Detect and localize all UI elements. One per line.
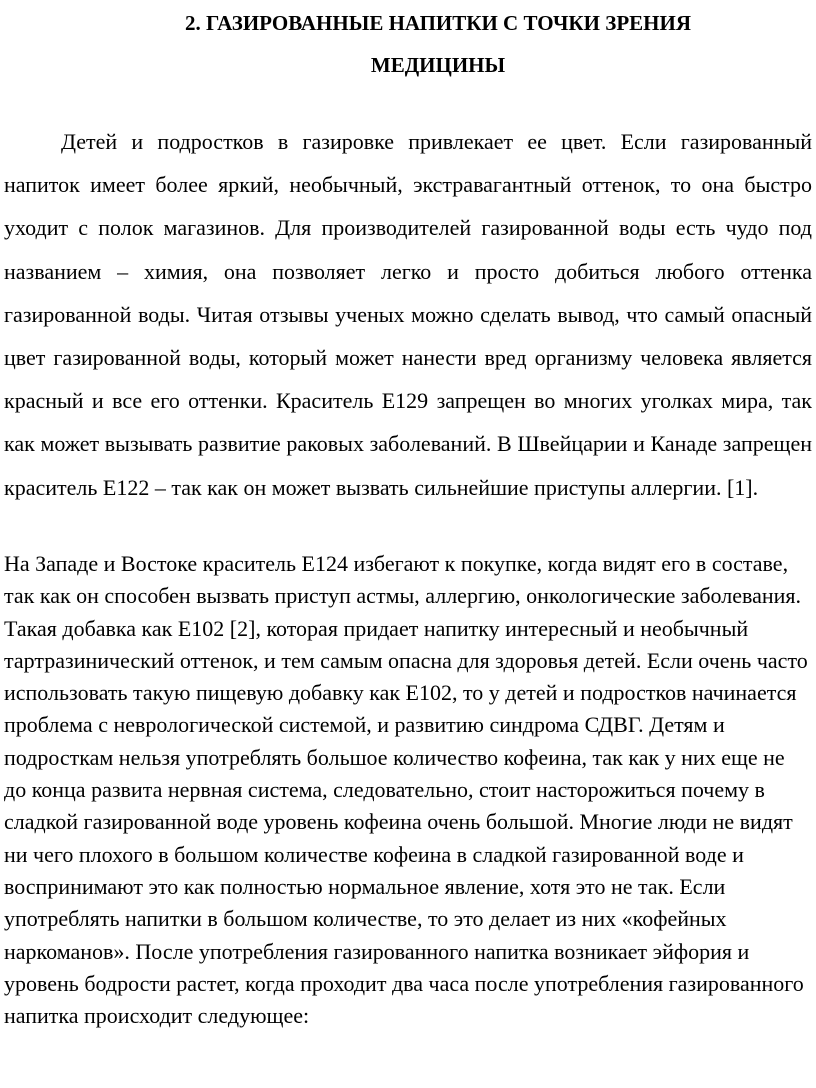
paragraph-1: Детей и подростков в газировке привлекает ее цвет. Если газированный напиток имеет более яркий, необычный, экстравагантный оттенок, то она быстро уходит с полок магазинов. Для производителей газированной воды есть чудо под названием – химия, она позволяет легко и просто добиться любого оттенка газированной воды. Читая отзывы ученых можно сделать вывод, что самый опасный цвет газированной воды, который может нанести вред организму человека является красный и все его оттенки. Краситель Е129 запрещен во многих уголках мира, так как может вызывать развитие раковых заболеваний. В Швейцарии и Канаде запрещен краситель Е122 – так как он может вызвать сильнейшие приступы аллергии. [1]. [4,129,812,500]
section-heading [0,2,816,86]
heading-line-2: МЕДИЦИНЫ [370,53,506,77]
heading-line-1: 2. ГАЗИРОВАННЫЕ НАПИТКИ С ТОЧКИ ЗРЕНИЯ [185,11,691,35]
paragraph-2: На Западе и Востоке краситель Е124 избегают к покупке, когда видят его в составе, так как он способен вызвать приступ астмы, аллергию, онкологические заболевания. Такая добавка как Е102 [2], которая придает напитку интересный и необычный тартразинический оттенок, и тем самым опасна для здоровья детей. Если очень часто использовать такую пищевую добавку как Е102, то у детей и подростков начинается проблема с неврологической системой, и развитию синдрома СДВГ. Детям и подросткам нельзя употреблять большое количество кофеина, так как у них еще не до конца развита нервная система, следовательно, стоит насторожиться почему в сладкой газированной воде уровень кофеина очень большой. Многие люди не видят ни чего плохого в большом количестве кофеина в сладкой газированной воде и воспринимают это как полностью нормальное явление, хотя это не так. Если употреблять напитки в большом количестве, то это делает из них «кофейных наркоманов». После употребления газированного напитка возникает эйфория и уровень бодрости растет, когда проходит два часа после употребления газированного напитка происходит следующее: [4,551,808,1029]
